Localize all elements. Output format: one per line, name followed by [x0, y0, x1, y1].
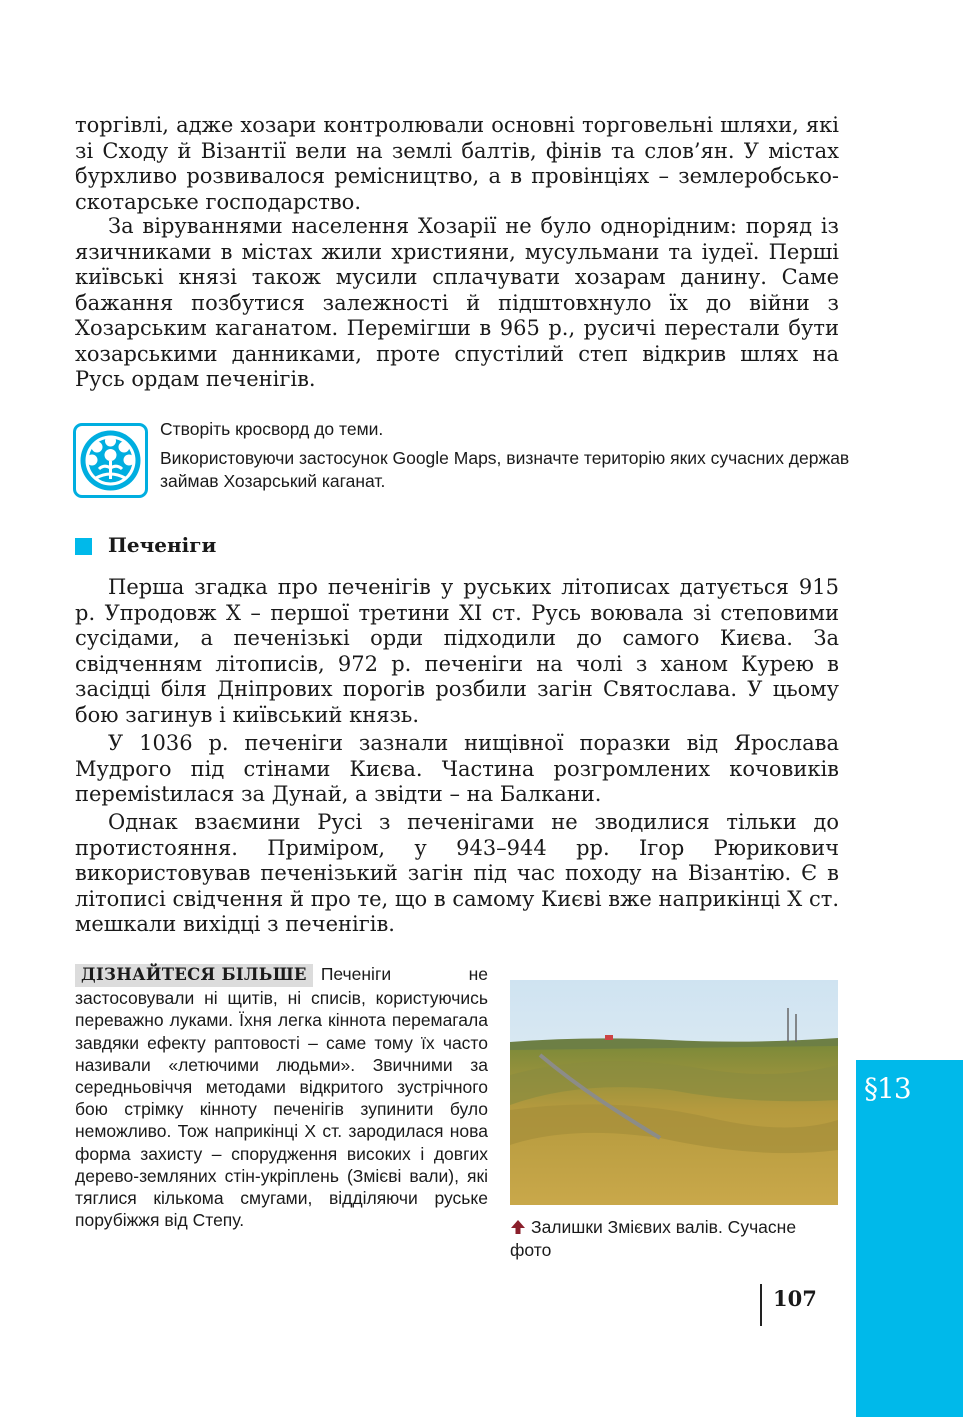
learn-more-badge: ДІЗНАЙТЕСЯ БІЛЬШЕ — [75, 964, 313, 987]
page-number-divider — [760, 1284, 762, 1326]
paragraph-2: За віруваннями населення Хозарії не було однорідним: поряд із язичниками в містах жили християни, мусульмани та іудеї. Перші київські князі також мусили сплачувати хозарам данину. Саме бажання позбутися залежності й підштовхнуло їх до війни з Хозарським каганатом. Перемігши в 965 р., русичі перестали бути хозарськими данниками, проте спустілий степ відкрив шлях на Русь ордам печенігів. — [75, 214, 839, 391]
paragraph-5: Однак взаємини Русі з печенігами не зводилися тільки до протистояння. Приміром, у 943–944 рр. Ігор Рюрикович використовував печенізький загін під час походу на Візантію. Є в літописі свідчення й про те, що в самому Києві вже наприкінці Х ст. мешкали вихідці з печенігів. — [75, 810, 839, 936]
paragraph-1: торгівлі, адже хозари контролювали основні торговельні шляхи, які зі Сходу й Візантії вели на землі балтів, фінів та слов’ян. У містах бурхливо розвивалося ремісництво, а в провінціях – землеробсько-скотарське господарство. — [75, 113, 839, 214]
chapter-side-tab-label: §13 — [864, 1072, 911, 1105]
chapter-side-tab — [856, 1060, 963, 1417]
task-crossword: Створіть кросворд до теми. — [160, 419, 384, 439]
learn-more-text: Печеніги не застосовували ні щитів, ні списів, користуючись переважно луками. Їхня легка кіннота перемагала завдяки ефекту раптовості – саме тому їх часто називали «летючими людьми». Звичними за середньовіччя методами відкритого зустрічного бою стрімку кінноту печенігів зупинити було неможливо. Тож наприкінці Х ст. зародилася нова форма захисту – спорудження високих і довгих дерево-земляних стін-укріплень (Змієві вали), які тяглися кількома смугами, відділяючи руське порубіжжя від Степу. — [75, 964, 488, 1231]
photo-caption-text: Залишки Змієвих валів. Сучасне фото — [510, 1217, 797, 1260]
photo-caption — [510, 1216, 838, 1262]
section-heading: Печеніги — [108, 533, 217, 557]
paragraph-3: Перша згадка про печенігів у руських літописах датується 915 р. Упродовж Х – першої третини XI ст. Русь воювала зі степовими сусідами, а печенізькі орди підходили до самого Києва. За свідченням літописів, 972 р. печеніги на чолі з ханом Курею в засідці біля Дніпрових порогів розбили загін Святослава. У цьому бою загинув і київський князь. — [75, 575, 839, 727]
paragraph-4: У 1036 р. печеніги зазнали нищівної поразки від Ярослава Мудрого під стінами Києва. Частина розгромлених кочовиків переміstилася за Дунай, а звідти – на Балкани. — [75, 731, 839, 806]
learn-more-box — [75, 963, 488, 1231]
tree-circle-icon — [73, 423, 148, 498]
section-marker — [75, 538, 92, 555]
up-arrow-icon — [510, 1219, 526, 1235]
page-number: 107 — [773, 1286, 817, 1311]
zmiievi-valy-photo — [510, 980, 838, 1205]
task-google-maps: Використовуючи застосунок Google Maps, визначте територію яких сучасних держав займав Хозарський каганат. — [160, 448, 850, 491]
